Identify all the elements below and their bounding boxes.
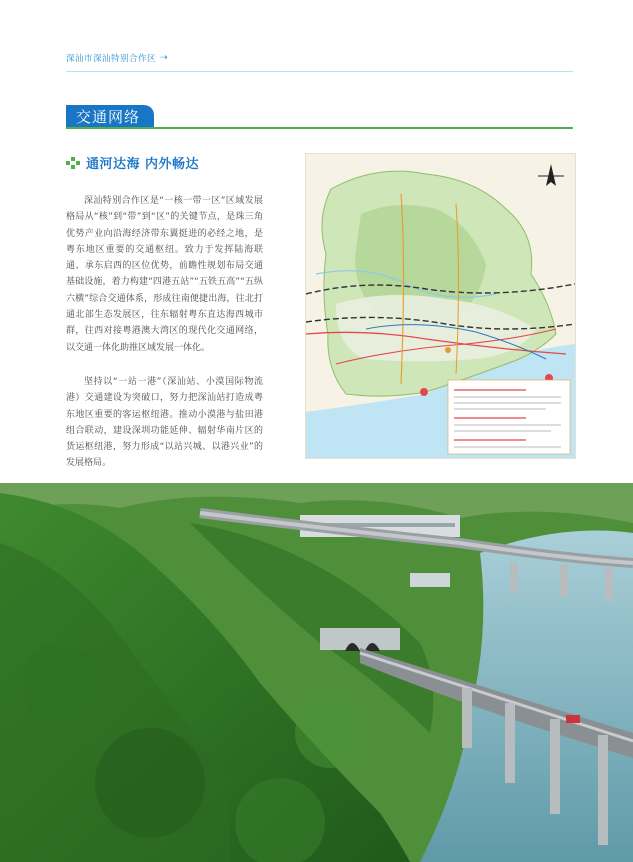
running-header — [66, 52, 168, 64]
double-chevron-right-icon: ⇢ — [160, 53, 169, 63]
aerial-photo-graphic — [0, 483, 633, 862]
body-paragraph: 坚持以“一站一港”（深汕站、小漠国际物流港）交通建设为突破口，努力把深汕站打造成粤东地区重要的客运枢纽港。推动小漠港与盐田港组合联动，建设深圳功能延伸、辐射华南片区的货运枢纽港，努力形成“以站兴城、以港兴业”的发展格局。 — [66, 377, 263, 469]
aerial-photo — [0, 483, 633, 862]
dotted-chevron-icon — [66, 157, 80, 169]
section-title: 交通网络 — [66, 105, 154, 129]
section-divider — [66, 127, 573, 129]
transport-map — [305, 153, 576, 459]
header-text: 深汕市深汕特别合作区 — [66, 54, 157, 64]
subheading-text: 通河达海 内外畅达 — [86, 157, 200, 172]
header-divider — [66, 71, 573, 72]
body-paragraph: 深汕特别合作区是“一核一带一区”区域发展格局从“核”到“带”到“区”的关键节点，是珠三角优势产业向沿海经济带东翼挺进的必经之地，是粤东地区重要的交通枢纽。致力于发挥陆海联通、承东启西的区位优势，前瞻性规划布局交通基础设施，着力构建“四港五站”“五铁五高”“五纵六横”综合交通体系，形成往南便捷出海，往北打通北部生态发展区，往东辐射粤东直达海西城市群，往西对接粤港澳大湾区的现代化交通网络，以交通一体化助推区域发展一体化。 — [66, 196, 263, 353]
map-graphic — [306, 154, 575, 458]
subheading — [66, 153, 199, 172]
